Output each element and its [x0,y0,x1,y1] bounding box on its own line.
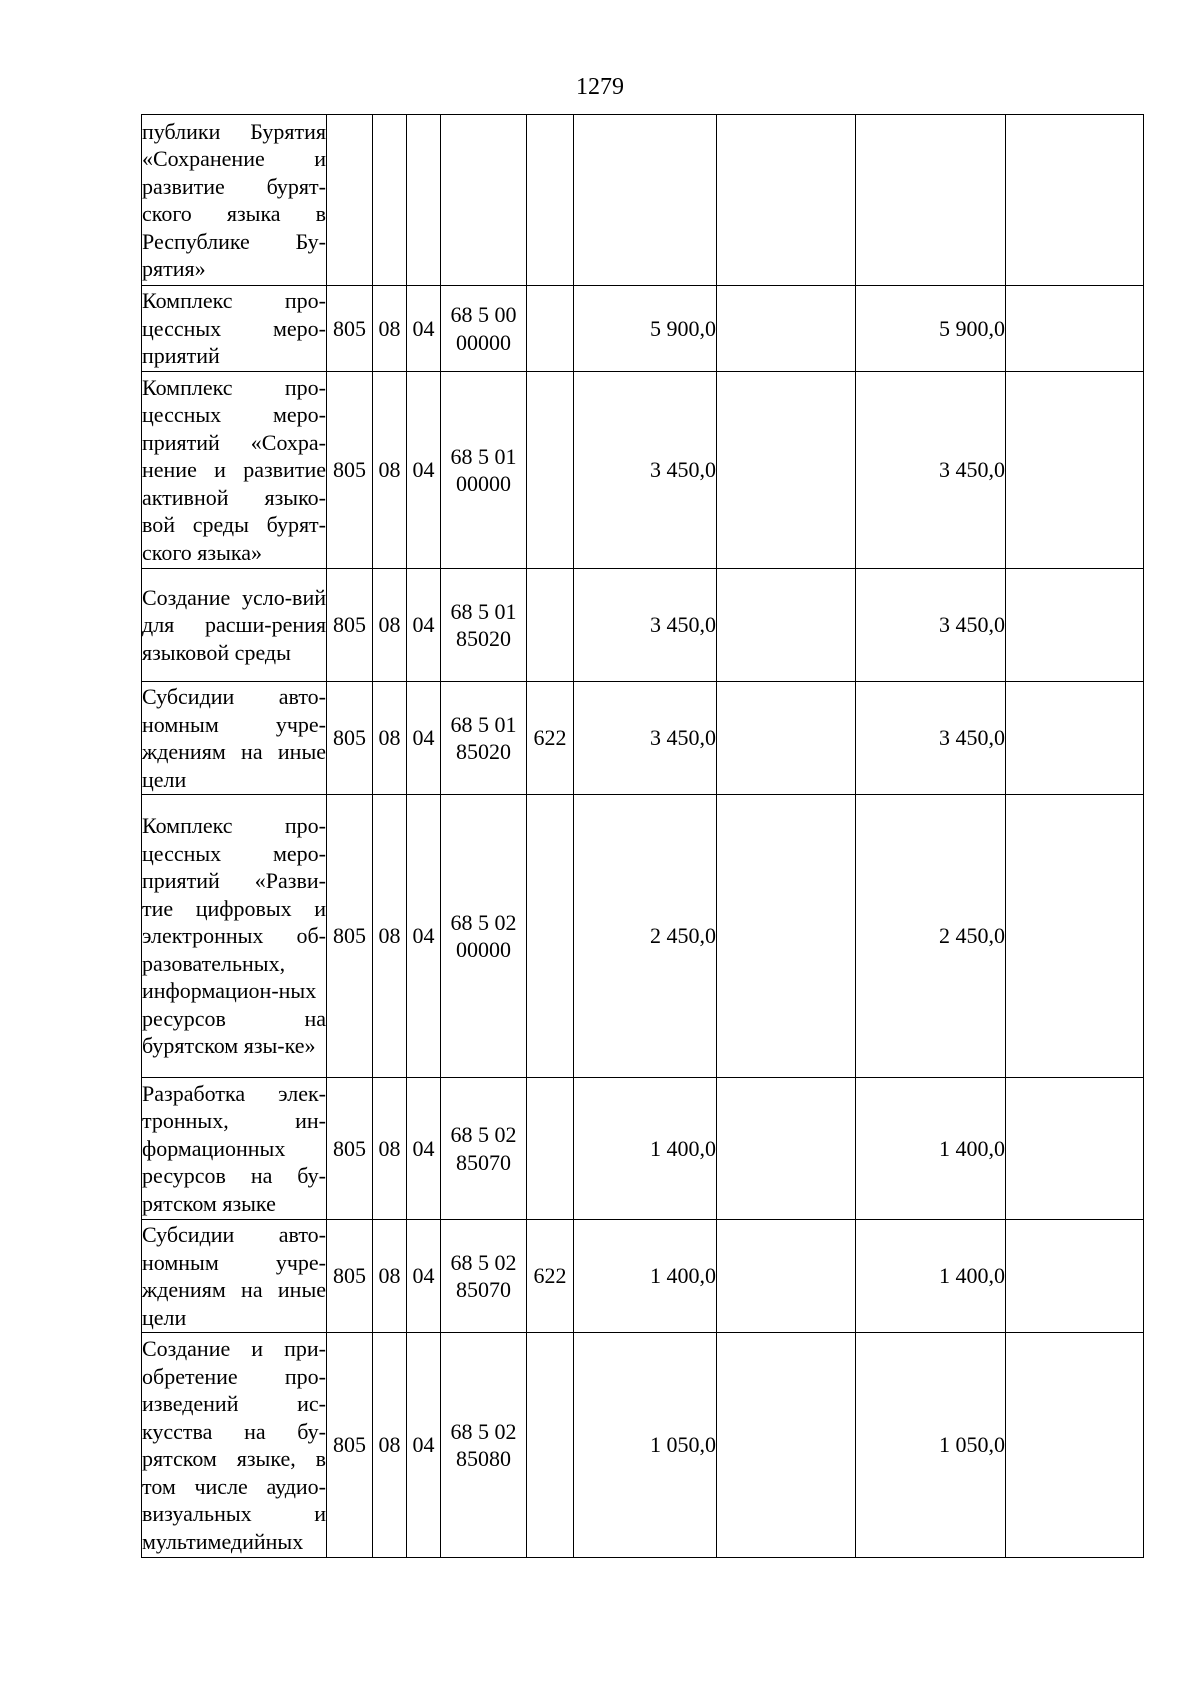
amount-cell-1: 2 450,0 [574,795,717,1078]
section-code-cell: 08 [373,1220,407,1333]
subsection-code-cell [407,115,441,286]
subsection-code-cell: 04 [407,1220,441,1333]
item-name-cell: Субсидии авто-номным учре-ждениям на иные цели [142,682,327,795]
target-article-cell [441,286,527,372]
table-row [142,795,1144,1078]
amount-cell-4 [1006,1078,1144,1220]
amount-cell-1: 1 400,0 [574,1078,717,1220]
amount-cell-4 [1006,115,1144,286]
amount-cell-3 [856,115,1006,286]
amount-cell-3: 3 450,0 [856,372,1006,569]
subsection-code-cell: 04 [407,569,441,682]
expense-type-cell: 622 [527,682,574,795]
target-article-cell [441,372,527,569]
amount-cell-2 [717,795,856,1078]
target-article-cell [441,569,527,682]
target-article-prefix: 68 5 01 [450,598,517,624]
amount-cell-2 [717,682,856,795]
expense-type-cell [527,1078,574,1220]
item-name-cell: Комплекс про-цессных меро-приятий «Сохра-нение и развитие активной языко-вой среды бурят-ского языка» [142,372,327,569]
subsection-code-cell: 04 [407,1078,441,1220]
subsection-code-cell: 04 [407,682,441,795]
amount-cell-4 [1006,372,1144,569]
target-article-prefix: 68 5 02 [450,1249,517,1275]
expense-type-cell [527,115,574,286]
ved-code-cell: 805 [327,1333,373,1558]
amount-cell-1: 3 450,0 [574,569,717,682]
table-row [142,372,1144,569]
target-article-prefix: 68 5 01 [450,711,517,737]
subsection-code-cell: 04 [407,372,441,569]
ved-code-cell: 805 [327,569,373,682]
section-code-cell: 08 [373,1333,407,1558]
target-article-cell [441,682,527,795]
ved-code-cell: 805 [327,286,373,372]
target-article-cell [441,1333,527,1558]
expense-type-cell [527,1333,574,1558]
item-name-cell: Создание усло-вий для расши-рения языковой среды [142,569,327,682]
section-code-cell: 08 [373,286,407,372]
item-name-cell: Комплекс про-цессных меро-приятий «Разви-тие цифровых и электронных об-разовательных, информацион-ных ресурсов на бурятском язы-ке» [142,795,327,1078]
amount-cell-4 [1006,1220,1144,1333]
item-name-cell: Комплекс про-цессных меро-приятий [142,286,327,372]
amount-cell-2 [717,115,856,286]
amount-cell-4 [1006,795,1144,1078]
target-article-cell [441,1078,527,1220]
amount-cell-1: 3 450,0 [574,682,717,795]
amount-cell-2 [717,372,856,569]
amount-cell-2 [717,1220,856,1333]
target-article-suffix: 85080 [456,1446,511,1471]
target-article-prefix: 68 5 02 [450,1418,517,1444]
amount-cell-3: 3 450,0 [856,569,1006,682]
amount-cell-3: 3 450,0 [856,682,1006,795]
target-article-suffix: 00000 [456,329,511,355]
subsection-code-cell: 04 [407,795,441,1078]
amount-cell-2 [717,1078,856,1220]
table-row [142,286,1144,372]
table-row [142,1078,1144,1220]
amount-cell-4 [1006,569,1144,682]
amount-cell-2 [717,1333,856,1558]
amount-cell-1: 1 400,0 [574,1220,717,1333]
amount-cell-3: 2 450,0 [856,795,1006,1078]
target-article-suffix: 00000 [456,937,511,962]
amount-cell-2 [717,286,856,372]
table-row [142,115,1144,286]
expense-type-cell [527,372,574,569]
target-article-prefix: 68 5 02 [450,909,517,935]
page-number: 1279 [576,74,624,100]
ved-code-cell: 805 [327,1078,373,1220]
table-row [142,1220,1144,1333]
ved-code-cell: 805 [327,1220,373,1333]
ved-code-cell: 805 [327,682,373,795]
amount-cell-1: 1 050,0 [574,1333,717,1558]
section-code-cell: 08 [373,569,407,682]
amount-cell-1: 3 450,0 [574,372,717,569]
ved-code-cell [327,115,373,286]
target-article-prefix: 68 5 01 [450,443,517,469]
target-article-suffix: 85070 [456,1149,511,1175]
target-article-cell [441,1220,527,1333]
amount-cell-3: 1 050,0 [856,1333,1006,1558]
amount-cell-3: 5 900,0 [856,286,1006,372]
ved-code-cell: 805 [327,795,373,1078]
ved-code-cell: 805 [327,372,373,569]
item-name-cell: Разработка элек-тронных, ин-формационных ресурсов на бу-рятском языке [142,1078,327,1220]
target-article-suffix: 85070 [456,1277,511,1302]
amount-cell-3: 1 400,0 [856,1078,1006,1220]
amount-cell-1: 5 900,0 [574,286,717,372]
section-code-cell: 08 [373,372,407,569]
expense-type-cell [527,569,574,682]
subsection-code-cell: 04 [407,1333,441,1558]
budget-table [141,114,1144,1558]
table-row [142,682,1144,795]
section-code-cell: 08 [373,795,407,1078]
item-name-cell: Создание и при-обретение про-изведений ис-кусства на бу-рятском языке, в том числе аудио-визуальных и мультимедийных [142,1333,327,1558]
target-article-cell [441,795,527,1078]
table-row [142,1333,1144,1558]
item-name-cell: Субсидии авто-номным учре-ждениям на иные цели [142,1220,327,1333]
target-article-cell [441,115,527,286]
amount-cell-3: 1 400,0 [856,1220,1006,1333]
amount-cell-2 [717,569,856,682]
expense-type-cell: 622 [527,1220,574,1333]
section-code-cell: 08 [373,682,407,795]
expense-type-cell [527,286,574,372]
target-article-suffix: 85020 [456,626,511,651]
target-article-prefix: 68 5 00 [450,302,517,327]
target-article-suffix: 00000 [456,471,511,496]
amount-cell-4 [1006,1333,1144,1558]
subsection-code-cell: 04 [407,286,441,372]
amount-cell-4 [1006,682,1144,795]
item-name-cell: публики Бурятия «Сохранение и развитие бурят-ского языка в Республике Бу-рятия» [142,115,327,286]
table-row [142,569,1144,682]
amount-cell-1 [574,115,717,286]
target-article-suffix: 85020 [456,739,511,764]
section-code-cell: 08 [373,1078,407,1220]
section-code-cell [373,115,407,286]
expense-type-cell [527,795,574,1078]
target-article-prefix: 68 5 02 [450,1122,517,1147]
amount-cell-4 [1006,286,1144,372]
